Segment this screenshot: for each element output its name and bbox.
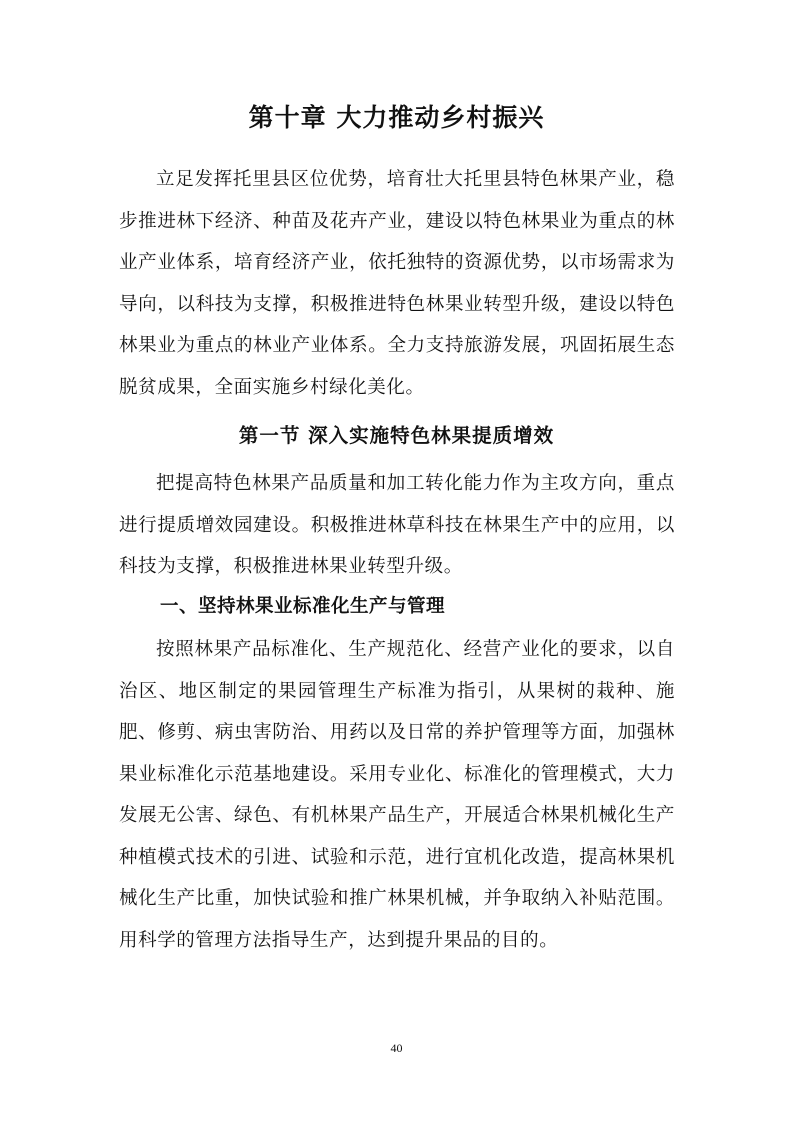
- chapter-title: 第十章 大力推动乡村振兴: [248, 103, 545, 132]
- subsection-title: 一、坚持林果业标准化生产与管理: [160, 596, 446, 617]
- subsection-paragraph: 按照林果产品标准化、生产规范化、经营产业化的要求，以自治区、地区制定的果园管理生产标准为指引，从果树的栽种、施肥、修剪、病虫害防治、用药以及日常的养护管理等方面，加强林果业标准化示范基地建设。采用专业化、标准化的管理模式，大力发展无公害、绿色、有机林果产品生产，开展适合林果机械化生产种植模式技术的引进、试验和示范，进行宜机化改造，提高林果机械化生产比重，加快试验和推广林果机械，并争取纳入补贴范围。用科学的管理方法指导生产，达到提升果品的目的。: [119, 639, 675, 951]
- intro-paragraph: 立足发挥托里县区位优势，培育壮大托里县特色林果产业，稳步推进林下经济、种苗及花卉产业，建设以特色林果业为重点的林业产业体系，培育经济产业，依托独特的资源优势，以市场需求为导向，以科技为支撑，积极推进特色林果业转型升级，建设以特色林果业为重点的林业产业体系。全力支持旅游发展，巩固拓展生态脱贫成果，全面实施乡村绿化美化。: [119, 169, 675, 398]
- section-paragraph: 把提高特色林果产品质量和加工转化能力作为主攻方向，重点进行提质增效园建设。积极推进林草科技在林果生产中的应用，以科技为支撑，积极推进林果业转型升级。: [119, 473, 675, 577]
- page-number: 40: [390, 1041, 403, 1055]
- section-title: 第一节 深入实施特色林果提质增效: [238, 424, 555, 447]
